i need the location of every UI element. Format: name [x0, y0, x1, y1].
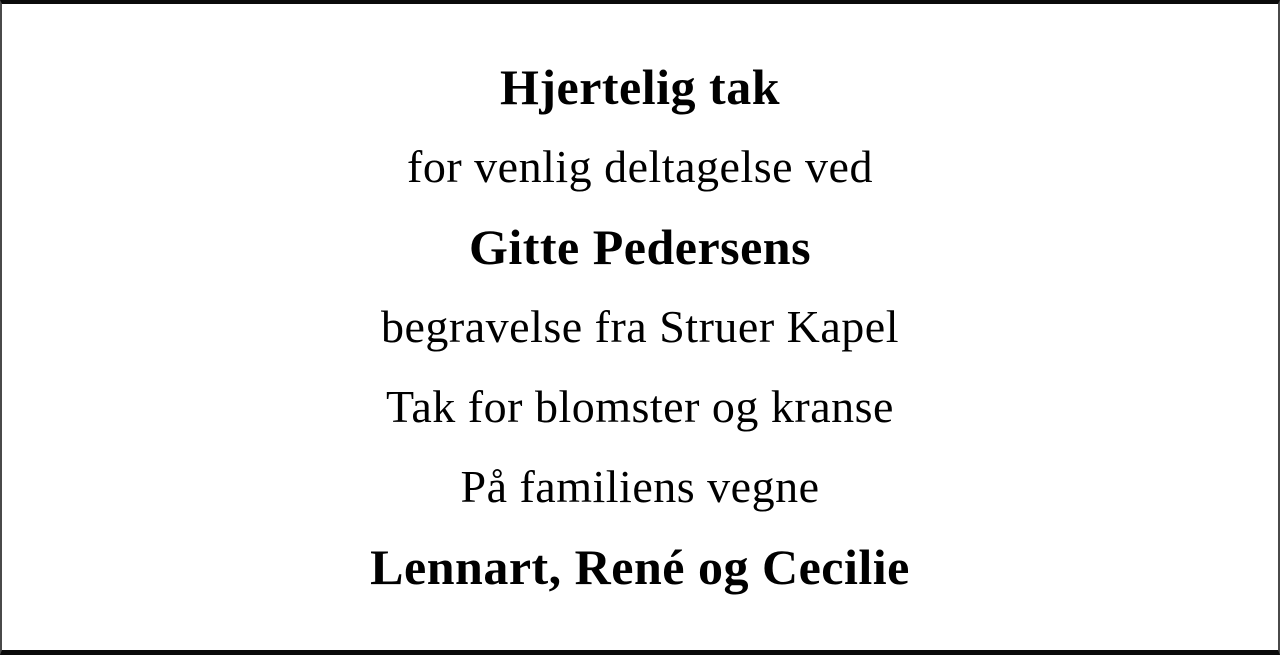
signature-line: Lennart, René og Cecilie [370, 539, 910, 595]
notice-title: Hjertelig tak [499, 59, 780, 115]
participation-line: for venlig deltagelse ved [407, 141, 873, 192]
on-behalf-line: På familiens vegne [460, 461, 820, 512]
event-line: begravelse fra Struer Kapel [381, 301, 899, 352]
thanks-line: Tak for blomster og kranse [386, 381, 894, 432]
deceased-name: Gitte Pedersens [468, 219, 812, 275]
